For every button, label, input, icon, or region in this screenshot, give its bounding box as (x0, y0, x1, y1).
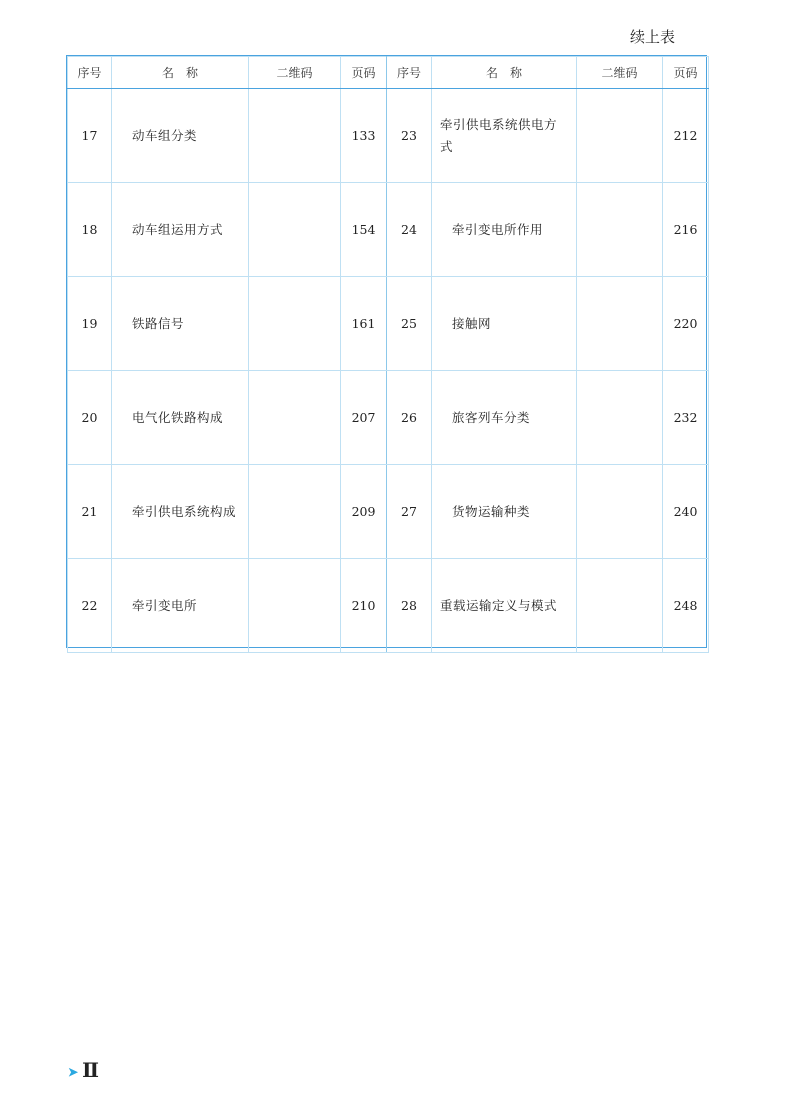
header-name: 名 称 (432, 57, 577, 89)
qr-cell (249, 277, 341, 371)
name-cell: 牵引变电所作用 (432, 183, 577, 277)
page-cell: 212 (663, 89, 709, 183)
name-cell: 牵引变电所 (112, 559, 249, 653)
seq-cell: 23 (387, 89, 432, 183)
page-marker-icon: ➤ (68, 1064, 79, 1079)
page-cell: 209 (341, 465, 387, 559)
page-number (68, 1058, 99, 1082)
page-cell: 216 (663, 183, 709, 277)
name-cell: 重载运输定义与模式 (432, 559, 577, 653)
page-cell: 133 (341, 89, 387, 183)
table-row (68, 277, 709, 371)
table-row (68, 559, 709, 653)
name-cell: 货物运输种类 (432, 465, 577, 559)
name-cell: 铁路信号 (112, 277, 249, 371)
seq-cell: 21 (68, 465, 112, 559)
page-cell: 220 (663, 277, 709, 371)
header-page: 页码 (663, 57, 709, 89)
page-number-text: Ⅱ (82, 1058, 99, 1082)
seq-cell: 22 (68, 559, 112, 653)
page-cell: 248 (663, 559, 709, 653)
seq-cell: 27 (387, 465, 432, 559)
seq-cell: 28 (387, 559, 432, 653)
qr-cell (577, 559, 663, 653)
qr-cell (249, 465, 341, 559)
table-row (68, 89, 709, 183)
qr-cell (249, 371, 341, 465)
seq-cell: 25 (387, 277, 432, 371)
qr-cell (577, 277, 663, 371)
page-cell: 210 (341, 559, 387, 653)
page-cell: 161 (341, 277, 387, 371)
qr-cell (577, 89, 663, 183)
continued-table-note: 续上表 (630, 28, 676, 46)
table-row (68, 183, 709, 277)
header-name: 名 称 (112, 57, 249, 89)
seq-cell: 26 (387, 371, 432, 465)
name-cell: 动车组运用方式 (112, 183, 249, 277)
page-cell: 154 (341, 183, 387, 277)
page-cell: 240 (663, 465, 709, 559)
name-cell: 牵引供电系统构成 (112, 465, 249, 559)
name-cell: 电气化铁路构成 (112, 371, 249, 465)
qr-cell (249, 559, 341, 653)
qr-cell (249, 89, 341, 183)
header-qr: 二维码 (577, 57, 663, 89)
table-header-row (68, 57, 709, 89)
page-cell: 232 (663, 371, 709, 465)
name-cell: 旅客列车分类 (432, 371, 577, 465)
table-row (68, 465, 709, 559)
table-row (68, 371, 709, 465)
seq-cell: 17 (68, 89, 112, 183)
name-cell: 动车组分类 (112, 89, 249, 183)
name-cell: 牵引供电系统供电方式 (432, 89, 577, 183)
qr-cell (577, 465, 663, 559)
header-qr: 二维码 (249, 57, 341, 89)
qr-cell (577, 183, 663, 277)
name-cell: 接触网 (432, 277, 577, 371)
qr-index-table (66, 55, 707, 648)
qr-cell (577, 371, 663, 465)
qr-cell (249, 183, 341, 277)
seq-cell: 19 (68, 277, 112, 371)
seq-cell: 24 (387, 183, 432, 277)
header-seq: 序号 (68, 57, 112, 89)
header-seq: 序号 (387, 57, 432, 89)
seq-cell: 20 (68, 371, 112, 465)
seq-cell: 18 (68, 183, 112, 277)
header-page: 页码 (341, 57, 387, 89)
page-cell: 207 (341, 371, 387, 465)
